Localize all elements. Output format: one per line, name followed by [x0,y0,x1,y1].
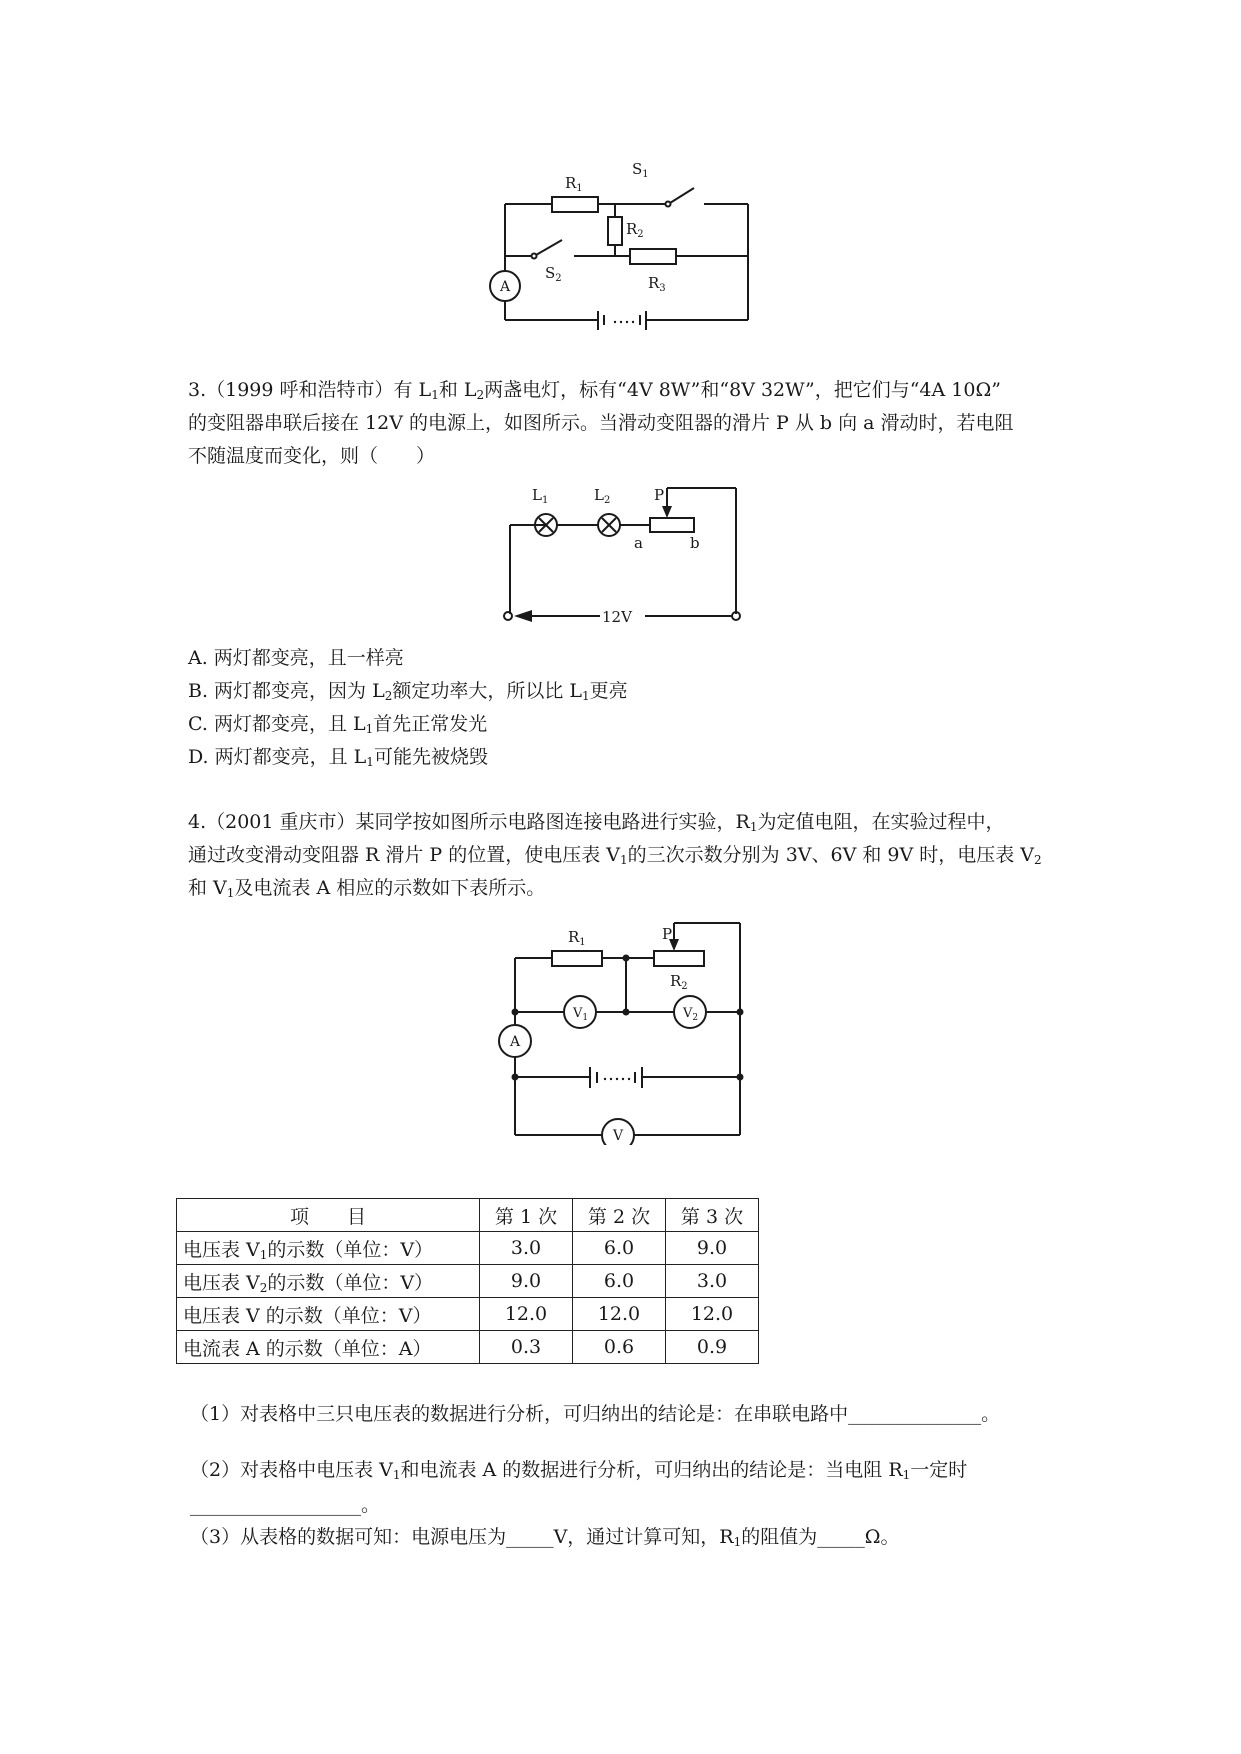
option-b: B. 两灯都变亮，因为 $L_2$额定功率大，所以比 $L_1$更亮 [188,680,628,703]
svg-text:S2: $S_2$ [545,264,562,284]
svg-text:R1: $R_1$ [565,174,583,194]
svg-text:R3: $R_3$ [648,274,666,294]
svg-text:R1: $R_1$ [568,928,586,948]
svg-text:V1: $V_1$ [573,1006,589,1023]
table-row: 电压表 $V_1$的示数（单位：V） 3.0 6.0 9.0 [177,1232,759,1265]
table-header: 项 目 第 1 次 第 2 次 第 3 次 [177,1199,759,1232]
svg-text:V2: $V_2$ [683,1006,699,1023]
svg-text:L1: $L_1$ [532,486,549,506]
option-c: C. 两灯都变亮，且 $L_1$首先正常发光 [188,713,488,736]
q3-line2: 的变阻器串联后接在 12V 的电源上，如图所示。当滑动变阻器的滑片 P 从 b 向 a 滑动时，若电阻 [188,412,1014,434]
source-label: 12V [602,608,632,626]
rheostat [650,518,694,532]
svg-text:R2: $R_2$ [670,972,688,992]
slider-p-label: P [654,486,665,504]
table-row: 电压表 V 的示数（单位：V） 12.0 12.0 12.0 [177,1298,759,1331]
option-d: D. 两灯都变亮，且 $L_1$可能先被烧毁 [188,746,488,769]
q4-line2: 通过改变滑动变阻器 R 滑片 P 的位置，使电压表 $V_1$的三次示数分别为 3V、6V 和 9V 时，电压表 $V_2$ [188,844,1042,867]
q3-line1: 3.（1999 呼和浩特市）有 $L_1$和 $L_2$两盏电灯，标有“4V 8W”和“8V 32W”，把它们与“4A 10Ω” [188,379,1001,402]
resistor-r2 [608,217,622,245]
ammeter-label-2: A [510,1034,521,1050]
svg-text:S1: $S_1$ [632,160,649,180]
table-row: 电流表 A 的示数（单位：A） 0.3 0.6 0.9 [177,1331,759,1364]
point-b-label: b [690,534,700,552]
switch-s1 [670,188,694,203]
rheostat-r2 [654,951,704,966]
q4-line3: 和 $V_1$及电流表 A 相应的示数如下表所示。 [188,877,546,900]
voltmeter-v-label: V [613,1128,624,1144]
circuit-diagram-2 [490,480,750,630]
point-a-label: a [634,534,643,552]
table-row: 电压表 $V_2$的示数（单位：V） 9.0 6.0 3.0 [177,1265,759,1298]
sub-question-2-blank: __________________。 [190,1494,381,1516]
sub-question-2: （2）对表格中电压表 $V_1$和电流表 A 的数据进行分析，可归纳出的结论是：当电阻 $R_1$一定时 [190,1459,968,1482]
data-table [176,1198,759,1364]
resistor-r1 [552,951,602,966]
sub-question-1: （1）对表格中三只电压表的数据进行分析，可归纳出的结论是：在串联电路中______________。 [190,1403,1001,1425]
q3-line3: 不随温度而变化，则（ ） [188,445,436,467]
circuit-diagram-1 [480,160,780,330]
slider-p-label-2: P [662,925,673,943]
svg-text:R2: $R_2$ [626,220,644,240]
q4-line1: 4.（2001 重庆市）某同学按如图所示电路图连接电路进行实验，$R_1$为定值电阻，在实验过程中， [188,811,1005,834]
ammeter-label: A [500,279,511,295]
svg-text:L2: $L_2$ [594,486,611,506]
resistor-r3 [630,249,676,264]
option-a: A. 两灯都变亮，且一样亮 [188,647,404,669]
circuit-diagram-3 [490,915,760,1145]
switch-s2 [536,240,562,255]
sub-question-3: （3）从表格的数据可知：电源电压为_____V，通过计算可知，$R_1$的阻值为_____Ω。 [190,1526,900,1549]
resistor-r1 [552,197,598,212]
